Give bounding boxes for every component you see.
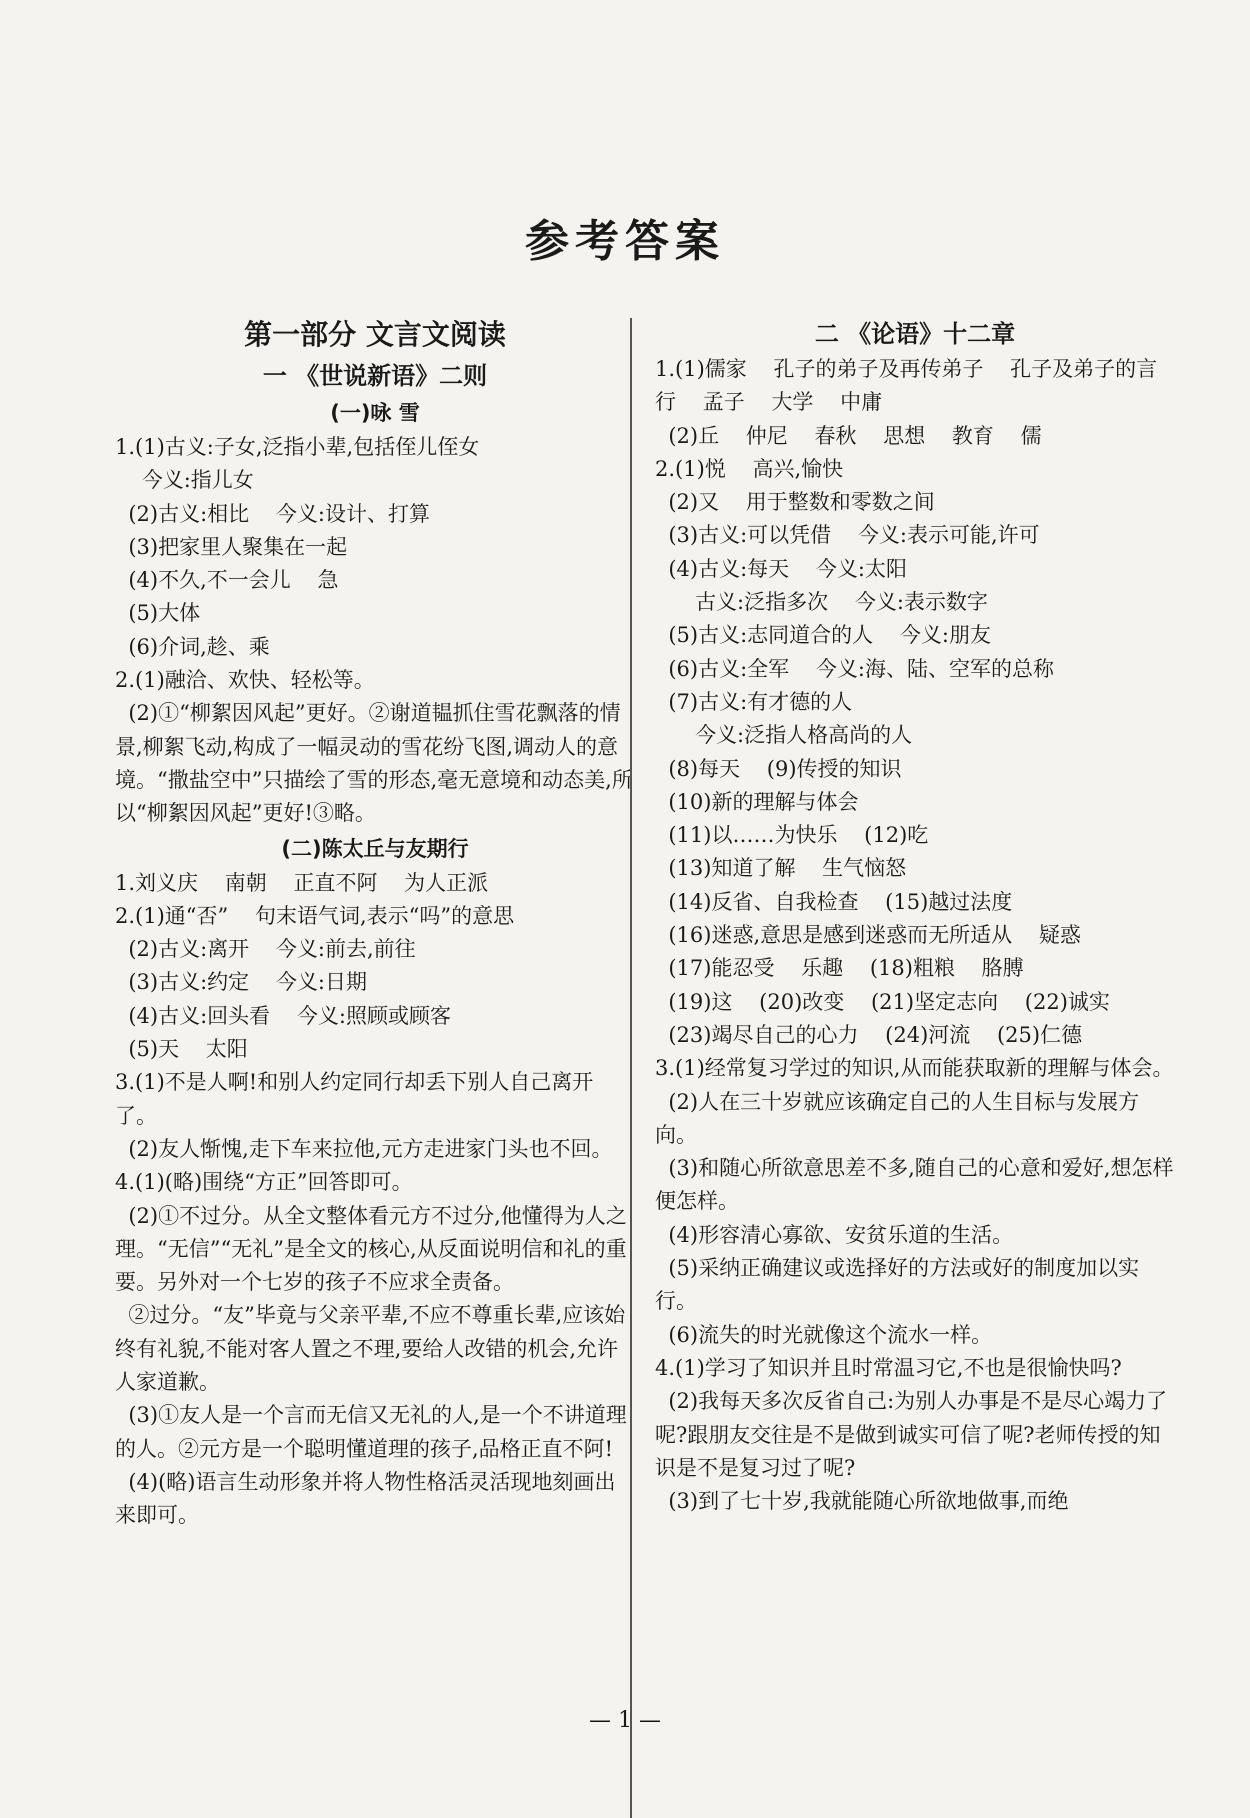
answer-line: (7)古义:有才德的人 [655, 689, 853, 714]
answer-line: 2.(1)悦 高兴,愉快 [655, 456, 844, 481]
section-answers [115, 867, 635, 1533]
chapter-title: 二 《论语》十二章 [814, 320, 1016, 348]
section-title: (一)咏 雪 [330, 401, 420, 425]
answer-line: (19)这 (20)改变 (21)坚定志向 (22)诚实 [655, 989, 1110, 1014]
answer-line: 今义:泛指人格高尚的人 [655, 723, 913, 748]
answer-line: (11)以……为快乐 (12)吃 [655, 823, 929, 848]
answer-line: (2)友人惭愧,走下车来拉他,元方走进家门头也不回。 [115, 1136, 613, 1161]
answer-line: (3)古义:约定 今义:日期 [115, 970, 367, 995]
answer-line: (17)能忍受 乐趣 (18)粗粮 胳膊 [655, 956, 1024, 981]
answer-line: (5)采纳正确建议或选择好的方法或好的制度加以实行。 [655, 1256, 1140, 1314]
section-title: (二)陈太丘与友期行 [281, 836, 469, 861]
answer-line: (5)大体 [115, 601, 201, 626]
answer-line: 4.(1)(略)围绕“方正”回答即可。 [115, 1170, 413, 1195]
answer-line: (4)古义:每天 今义:太阳 [655, 556, 907, 581]
answer-line: 今义:指儿女 [115, 468, 254, 493]
answer-line: (6)介词,趁、乘 [115, 634, 270, 659]
answer-line: (4)古义:回头看 今义:照顾或顾客 [115, 1003, 451, 1028]
answer-line: (4)不久,不一会儿 急 [115, 568, 339, 593]
answer-line: 1.(1)儒家 孔子的弟子及再传弟子 孔子及弟子的言行 孟子 大学 中庸 [655, 357, 1158, 415]
column-divider [630, 318, 632, 1818]
answer-line: (2)丘 仲尼 春秋 思想 教育 儒 [655, 423, 1042, 448]
answer-line: 1.(1)古义:子女,泛指小辈,包括侄儿侄女 [115, 435, 480, 459]
section-answers [115, 431, 635, 831]
answer-line: (2)人在三十岁就应该确定自己的人生目标与发展方向。 [655, 1089, 1140, 1147]
answer-line: 古义:泛指多次 今义:表示数字 [655, 590, 988, 615]
answer-line: (6)古义:全军 今义:海、陆、空军的总称 [655, 656, 1054, 681]
answer-line: 4.(1)学习了知识并且时常温习它,不也是很愉快吗? [655, 1355, 1122, 1380]
chapter-title: 一 《世说新语》二则 [262, 362, 488, 390]
answer-line: (4)形容清心寡欲、安贫乐道的生活。 [655, 1222, 1014, 1247]
answer-line: (3)①友人是一个言而无信又无礼的人,是一个不讲道理的人。②元方是一个聪明懂道理的孩子,品格正直不阿! [115, 1403, 627, 1461]
part-title: 第一部分 文言文阅读 [244, 318, 506, 351]
answer-line: (3)到了七十岁,我就能随心所欲地做事,而绝 [655, 1489, 1069, 1514]
answer-line: (16)迷惑,意思是感到迷惑而无所适从 疑惑 [655, 923, 1081, 948]
answer-line: 2.(1)通“否” 句末语气词,表示“吗”的意思 [115, 903, 515, 928]
answer-line: 2.(1)融洽、欢快、轻松等。 [115, 668, 375, 693]
answer-line: (10)新的理解与体会 [655, 789, 859, 814]
answer-line: (2)又 用于整数和零数之间 [655, 490, 935, 515]
answer-line: ②过分。“友”毕竟与父亲平辈,不应不尊重长辈,应该始终有礼貌,不能对客人置之不理,要给人改错的机会,允许人家道歉。 [115, 1303, 626, 1395]
answer-line: 1.刘义庆 南朝 正直不阿 为人正派 [115, 870, 489, 895]
answer-line: 3.(1)不是人啊!和别人约定同行却丢下别人自己离开了。 [115, 1070, 594, 1128]
answer-line: (5)古义:志同道合的人 今义:朋友 [655, 623, 991, 648]
answer-line: (2)古义:离开 今义:前去,前往 [115, 937, 416, 962]
answer-line: (5)天 太阳 [115, 1037, 248, 1062]
answer-line: (3)把家里人聚集在一起 [115, 534, 348, 559]
answer-line: (8)每天 (9)传授的知识 [655, 756, 902, 781]
answer-line: (2)①不过分。从全文整体看元方不过分,他懂得为人之理。“无信”“无礼”是全文的核心,从反面说明信和礼的重要。另外对一个七岁的孩子不应求全责备。 [115, 1203, 627, 1295]
answer-line: (3)古义:可以凭借 今义:表示可能,许可 [655, 523, 1040, 548]
answer-line: 3.(1)经常复习学过的知识,从而能获取新的理解与体会。 [655, 1056, 1174, 1081]
answer-line: (14)反省、自我检查 (15)越过法度 [655, 889, 1013, 914]
left-column [115, 315, 635, 1533]
answer-line: (3)和随心所欲意思差不多,随自己的心意和爱好,想怎样便怎样。 [655, 1156, 1174, 1214]
page-title: 参考答案 [525, 216, 725, 267]
answer-line: (2)古义:相比 今义:设计、打算 [115, 501, 430, 526]
answer-line: (2)我每天多次反省自己:为别人办事是不是尽心竭力了呢?跟朋友交往是不是做到诚实可信了呢?老师传授的知识是不是复习过了呢? [655, 1389, 1168, 1480]
answer-line: (23)竭尽自己的心力 (24)河流 (25)仁德 [655, 1022, 1083, 1047]
page-number: — 1 — [589, 1708, 661, 1733]
right-column [655, 315, 1175, 1518]
answer-line: (2)①“柳絮因风起”更好。②谢道韫抓住雪花飘落的情景,柳絮飞动,构成了一幅灵动的雪花纷飞图,调动人的意境。“撒盐空中”只描绘了雪的形态,毫无意境和动态美,所以“柳絮因风起”更好!③略。 [115, 701, 633, 826]
section-answers [655, 353, 1175, 1518]
answer-line: (13)知道了解 生气恼怒 [655, 856, 907, 881]
answer-line: (6)流失的时光就像这个流水一样。 [655, 1322, 993, 1347]
answer-line: (4)(略)语言生动形象并将人物性格活灵活现地刻画出来即可。 [115, 1469, 616, 1528]
